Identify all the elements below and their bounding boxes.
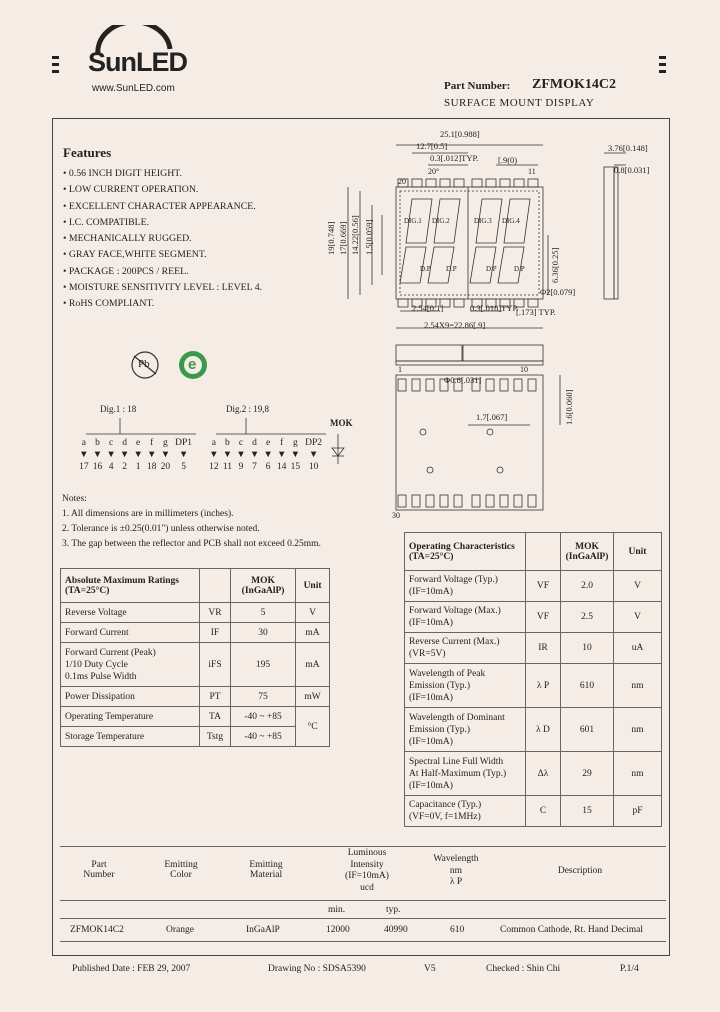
pin-number: 4 <box>108 462 114 472</box>
dim-1-5: 1.5[0.059] <box>364 219 374 255</box>
table-row: Forward Voltage (Max.) (IF=10mA) VF 2.5 V <box>405 602 662 633</box>
seg-label: d <box>252 438 257 448</box>
pt-sub-min: min. <box>328 905 346 915</box>
features-title: Features <box>63 145 112 160</box>
feature-item: • GRAY FACE,WHITE SEGMENT. <box>63 249 207 261</box>
dig2-label: DIG.2 <box>432 217 450 225</box>
dim-6-36: 6.36[0.25] <box>550 247 560 283</box>
diode-icon: ▼ <box>106 450 116 460</box>
part-label: Part Number: <box>444 80 511 92</box>
footer-published: Published Date : FEB 29, 2007 <box>72 964 191 974</box>
pin-number: 16 <box>92 462 103 472</box>
pt-row-description: Common Cathode, Rt. Hand Decimal <box>500 925 644 935</box>
feature-item: • I.C. COMPATIBLE. <box>63 216 150 228</box>
feature-item: • RoHS COMPLIANT. <box>63 298 155 310</box>
diode-icon: ▼ <box>249 450 260 460</box>
table-row: Storage Temperature Tstg -40 ~ +85 <box>61 727 330 747</box>
operating-characteristics-table <box>404 532 662 827</box>
pt-header-part: Part Number <box>83 860 115 880</box>
dig2-pin-label: Dig.2 : 19,8 <box>226 404 270 414</box>
abs-header-sym <box>200 569 231 603</box>
features-list <box>63 168 262 315</box>
dim-173: [.173] TYP. <box>516 307 556 317</box>
dim-12-7: 12.7[0.5] <box>416 141 448 151</box>
note-item: 2. Tolerance is ±0.25(0.01") unless otherwise noted. <box>62 524 260 534</box>
circuit-diagram <box>76 404 366 484</box>
table-row: Wavelength of Dominant Emission (Typ.) (IF=10mA) λ D 601 nm <box>405 708 662 752</box>
pin-number: 17 <box>79 462 89 472</box>
table-row: Reverse Current (Max.) (VR=5V) IR 10 uA <box>405 633 662 664</box>
pt-header-color: Emitting Color <box>164 860 198 880</box>
feature-item: • MECHANICALLY RUGGED. <box>63 233 192 245</box>
seg-label: a <box>81 438 86 448</box>
sunled-logo <box>86 25 196 94</box>
pin-number: 5 <box>181 462 186 472</box>
footer-page: P.1/4 <box>620 964 639 974</box>
note-item: 3. The gap between the reflector and PCB shall not exceed 0.25mm. <box>62 539 321 549</box>
pin-20-label: 20 <box>398 177 406 186</box>
dp3-label: D.P <box>486 265 497 273</box>
seg-label: c <box>238 438 244 448</box>
dp1-label: D.P <box>420 265 431 273</box>
diode-icon: ▼ <box>79 450 89 460</box>
feature-item: • 0.56 INCH DIGIT HEIGHT. <box>63 168 182 179</box>
pcb-1-6: 1.6[0.060] <box>564 389 574 425</box>
diode-icon: ▼ <box>290 450 301 460</box>
diode-icon: ▼ <box>276 450 287 460</box>
notes <box>62 494 321 554</box>
diode-icon: ▼ <box>160 450 171 460</box>
dim-0-3b: 0.3[.018]TYP. <box>470 303 519 313</box>
dim-14-22: 14.22[0.56] <box>350 215 360 255</box>
dim-phi2: Φ2[0.079] <box>540 287 576 297</box>
footer-version: V5 <box>424 964 436 974</box>
pcb-dia: Φ0.8[.031] <box>444 375 482 385</box>
seg-label: b <box>225 438 230 448</box>
abs-header-unit: Unit <box>296 569 330 603</box>
package-outline-svg <box>320 125 665 520</box>
dig1-label: DIG.1 <box>404 217 422 225</box>
note-item: 1. All dimensions are in millimeters (inches). <box>62 509 234 519</box>
op-header-sym <box>526 533 561 571</box>
pcb-pin-10: 10 <box>520 365 528 374</box>
part-table <box>60 846 666 946</box>
table-row: Power Dissipation PT 75 mW <box>61 687 330 707</box>
table-row: Forward Current (Peak) 1/10 Duty Cycle 0.1ms Pulse Width iFS 195 mA <box>61 643 330 687</box>
pt-header-description: Description <box>557 866 603 876</box>
pin-number: 18 <box>146 462 157 472</box>
seg-label: DP2 <box>305 438 323 448</box>
notes-title: Notes: <box>62 494 87 504</box>
circuit-segments-2 <box>206 436 326 474</box>
seg-label: e <box>136 438 141 448</box>
diode-icon: ▼ <box>308 450 319 460</box>
pin-number: 15 <box>290 462 301 472</box>
pin-number: 2 <box>122 462 127 472</box>
dig1-pin-label: Dig.1 : 18 <box>100 404 137 414</box>
dim-19: 19[0.748] <box>326 221 336 255</box>
abs-header-mok: MOK (InGaAlP) <box>231 569 296 603</box>
diode-icon: ▼ <box>236 450 246 460</box>
pin-11-label: 11 <box>528 167 536 176</box>
table-row: Forward Current IF 30 mA <box>61 623 330 643</box>
pt-sub-typ: typ. <box>386 905 401 915</box>
op-header-unit: Unit <box>614 533 662 571</box>
dp2-label: D.P <box>446 265 457 273</box>
seg-label: e <box>265 438 271 448</box>
pt-row-part: ZFMOK14C2 <box>70 925 124 935</box>
pin-number: 20 <box>160 462 171 472</box>
pt-row-material: InGaAlP <box>246 925 280 935</box>
seg-label: c <box>108 438 114 448</box>
diode-icon: ▼ <box>263 450 273 460</box>
pt-row-wavelength: 610 <box>450 925 465 935</box>
pcb-1-7: 1.7[.067] <box>476 412 508 422</box>
feature-item: • LOW CURRENT OPERATION. <box>63 184 199 196</box>
seg-label: d <box>122 438 127 448</box>
circuit-segments-1 <box>76 436 196 474</box>
pt-row-color: Orange <box>166 925 194 935</box>
op-header-title: Operating Characteristics (TA=25°C) <box>405 533 526 571</box>
op-header-mok: MOK (InGaAlP) <box>561 533 614 571</box>
dim-width-total: 25.1[0.988] <box>440 129 480 139</box>
diode-icon: ▼ <box>209 450 219 460</box>
table-row: Reverse Voltage VR 5 V <box>61 603 330 623</box>
seg-label: f <box>280 438 284 448</box>
table-row: Capacitance (Typ.) (VF=0V, f=1MHz) C 15 pF <box>405 796 662 827</box>
pcb-pin-1: 1 <box>398 365 402 374</box>
feature-item: • PACKAGE : 200PCS / REEL. <box>63 265 189 277</box>
brand-url: www.SunLED.com <box>92 83 175 94</box>
seg-label: a <box>211 438 216 448</box>
pt-header-wavelength: Wavelength nm λ P <box>433 854 479 887</box>
pin-number: 11 <box>222 462 232 472</box>
product-type: SURFACE MOUNT DISPLAY <box>444 97 595 109</box>
dim-2-54: 2.54[0.1] <box>412 303 444 313</box>
table-row: Wavelength of Peak Emission (Typ.) (IF=10mA) λ P 610 nm <box>405 664 662 708</box>
feature-item: • EXCELLENT CHARACTER APPEARANCE. <box>63 200 256 212</box>
pt-row-min: 12000 <box>326 925 350 935</box>
pin-number: 12 <box>209 462 219 472</box>
seg-angle-label: 20° <box>428 167 440 176</box>
footer-checked: Checked : Shin Chi <box>486 964 561 974</box>
seg-label: DP1 <box>175 438 193 448</box>
dim-17: 17[0.669] <box>338 221 348 255</box>
diode-icon: ▼ <box>119 450 130 460</box>
table-row: Operating Temperature TA -40 ~ +85 °C <box>61 707 330 727</box>
dim-0-3: 0.3[.012]TYP. <box>430 153 479 163</box>
mok-label: MOK <box>330 418 353 428</box>
diode-icon: ▼ <box>133 450 143 460</box>
rohs-eco-icon: e <box>178 350 208 380</box>
seg-label: g <box>292 438 298 448</box>
pin-number: 6 <box>265 462 271 472</box>
abs-header-title: Absolute Maximum Ratings (TA=25°C) <box>61 569 200 603</box>
pin-number: 7 <box>252 462 257 472</box>
pcb-pin-30: 30 <box>392 511 400 520</box>
absolute-max-ratings-table <box>60 568 330 747</box>
pin-number: 10 <box>308 462 319 472</box>
pin-number: 14 <box>276 462 287 472</box>
seg-label: f <box>150 438 154 448</box>
dp4-label: D.P <box>514 265 525 273</box>
pt-row-typ: 40990 <box>384 925 408 935</box>
dimension-drawing <box>320 125 665 520</box>
part-number: ZFMOK14C2 <box>532 77 616 92</box>
dim-3-76: 3.76[0.148] <box>608 143 648 153</box>
pt-header-intensity: Luminous Intensity (IF=10mA) ucd <box>345 848 389 893</box>
dig3-label: DIG.3 <box>474 217 492 225</box>
pb-free-icon: Pb <box>130 350 160 380</box>
pin-number: 1 <box>135 462 141 472</box>
table-row: Forward Voltage (Typ.) (IF=10mA) VF 2.0 V <box>405 571 662 602</box>
dim-0-8: 0.8[0.031] <box>614 165 650 175</box>
diode-icon: ▼ <box>92 450 103 460</box>
diode-icon: ▼ <box>147 450 157 460</box>
pt-header-material: Emitting Material <box>249 860 283 880</box>
table-row: Spectral Line Full Width At Half-Maximum (Typ.) (IF=10mA) Δλ 29 nm <box>405 752 662 796</box>
diode-icon: ▼ <box>178 450 189 460</box>
brand-name: SunLED <box>88 47 187 77</box>
feature-item: • MOISTURE SENSITIVITY LEVEL : LEVEL 4. <box>63 282 263 294</box>
pin-number: 9 <box>238 462 244 472</box>
dim-pitch: 2.54X9=22.86[.9] <box>424 320 486 330</box>
dim-9: [.9(0) <box>498 155 518 165</box>
seg-label: g <box>163 438 168 448</box>
dig4-label: DIG.4 <box>502 217 520 225</box>
diode-icon: ▼ <box>222 450 233 460</box>
footer-drawing: Drawing No : SDSA5390 <box>268 964 366 974</box>
seg-label: b <box>95 438 100 448</box>
